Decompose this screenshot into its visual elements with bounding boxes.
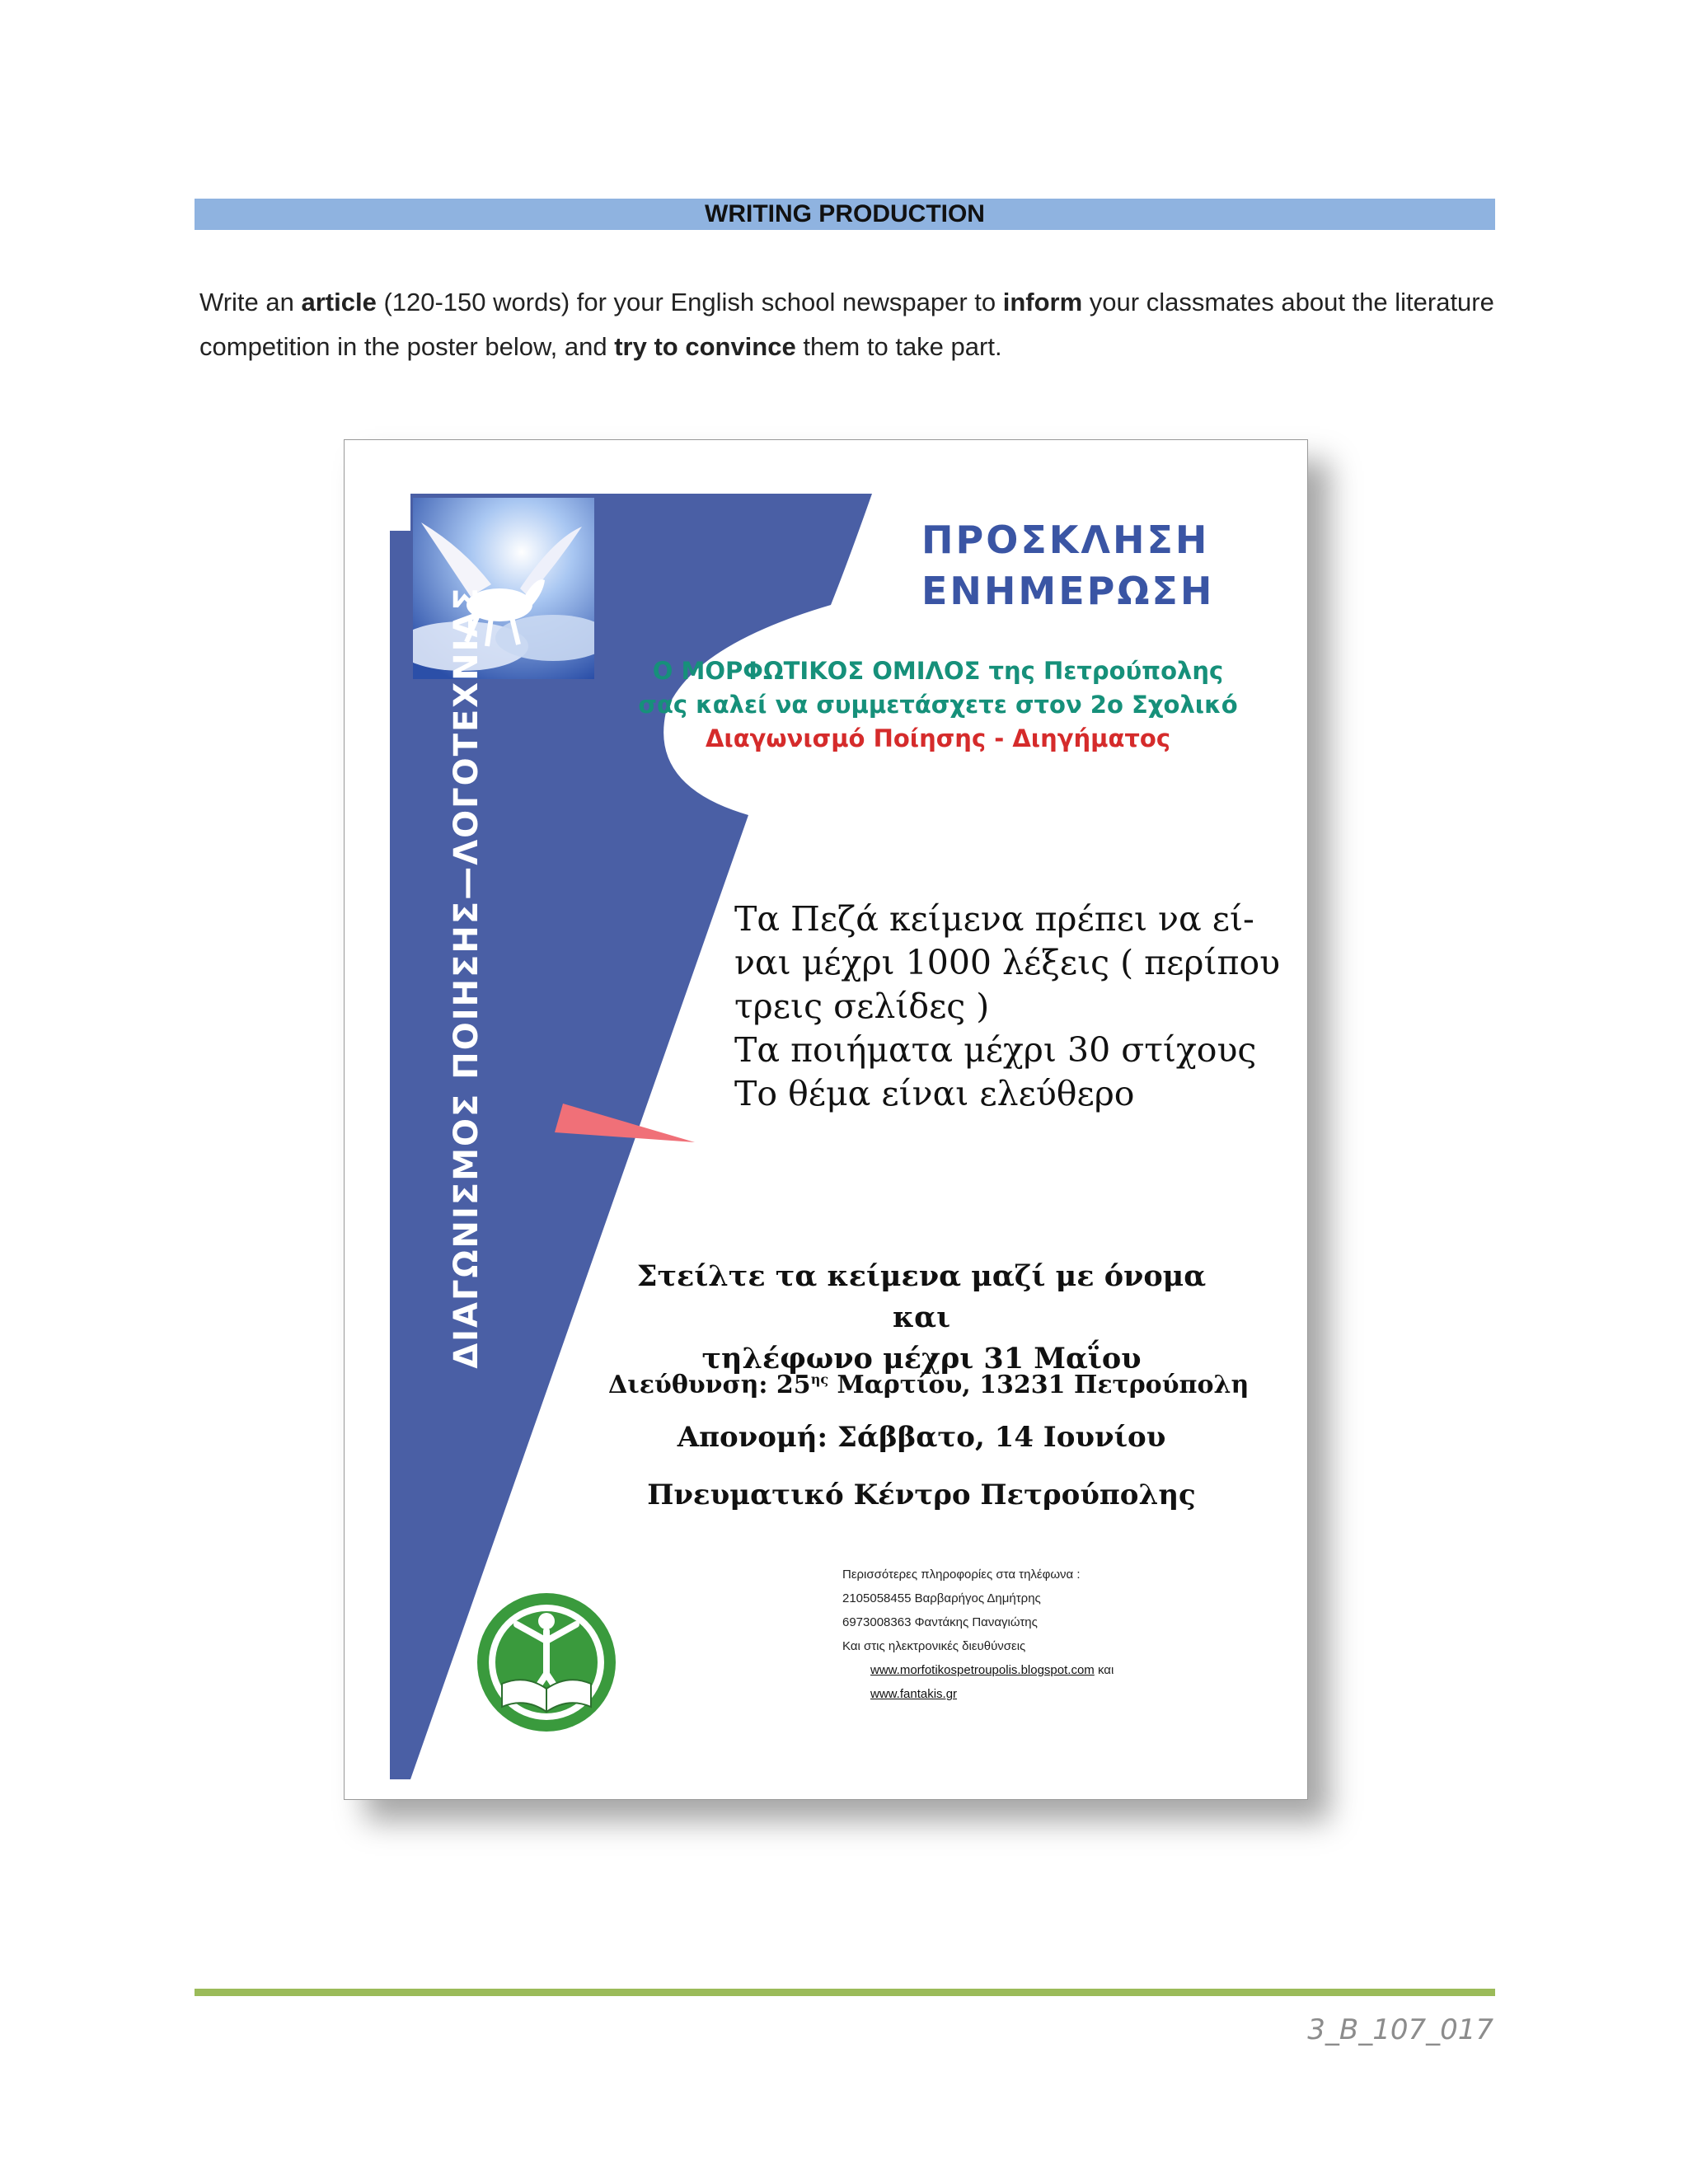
organizer-invitation (625, 654, 1251, 756)
submission-deadline (633, 1256, 1210, 1380)
heading-invitation: ΠΡΟΣΚΛΗΣΗ (921, 518, 1210, 562)
contact-url-row-1 (842, 1658, 1189, 1682)
contact-intro: Περισσότερες πληροφορίες στα τηλέφωνα : (842, 1568, 1081, 1582)
club-logo-icon (476, 1591, 617, 1733)
organizer-line-2: σας καλεί να συμμετάσχετε στον 2ο Σχολικό (638, 691, 1238, 719)
section-title: WRITING PRODUCTION (705, 200, 985, 227)
contact-phone-1: 2105058455 Βαρβαρήγος Δημήτρης (842, 1591, 1041, 1605)
address-rest: Μαρτίου, 13231 Πετρούπολη (828, 1371, 1250, 1399)
award-venue: Πνευματικό Κέντρο Πετρούπολης (647, 1479, 1196, 1511)
poster-vertical-title: ΔΙΑΓΩΝΙΣΜΟΣ ΠΟΙΗΣΗΣ—ΛΟΓΟΤΕΧΝΙΑΣ (448, 586, 485, 1369)
footer-divider (195, 1989, 1495, 1996)
rule-line: Τα ποιήματα μέχρι 30 στίχους (734, 1030, 1257, 1070)
competition-name: Διαγωνισμό Ποίησης - Διηγήματος (705, 724, 1171, 752)
contact-web-intro: Και στις ηλεκτρονικές διευθύνσεις (842, 1639, 1026, 1653)
instruction-bold-convince: try to convince (614, 332, 796, 361)
section-title-bar (195, 199, 1495, 230)
contact-and: και (1097, 1663, 1114, 1677)
contact-info (842, 1563, 1189, 1706)
heading-information: ΕΝΗΜΕΡΩΣΗ (921, 569, 1215, 613)
contact-url-row-2 (842, 1682, 1189, 1706)
rule-line: Το θέμα είναι ελεύθερο (734, 1074, 1135, 1113)
instruction-bold-inform: inform (1002, 288, 1083, 316)
poster-heading (921, 514, 1215, 616)
postal-address (608, 1363, 1250, 1402)
pegasus-image (413, 498, 594, 679)
rule-line: Τα Πεζά κείμενα πρέπει να εί- (734, 899, 1254, 939)
award-date: Απονομή: Σάββατο, 14 Ιουνίου (677, 1421, 1166, 1454)
rule-line: ναι μέχρι 1000 λέξεις ( περίπου (734, 943, 1281, 982)
instruction-text: (120-150 words) for your English school newspaper to (376, 288, 1003, 316)
task-instructions (199, 280, 1502, 369)
instruction-text: them to take part. (795, 332, 1002, 361)
website-link[interactable]: www.fantakis.gr (870, 1687, 958, 1701)
instruction-text: your classmates about the literature competition in the poster below, and (199, 288, 1494, 361)
page-code: 3_B_107_017 (1307, 2013, 1493, 2046)
competition-rules (734, 898, 1281, 1116)
rule-line: τρεις σελίδες ) (734, 987, 990, 1026)
instruction-bold-article: article (301, 288, 377, 316)
contact-phone-2: 6973008363 Φαντάκης Παναγιώτης (842, 1615, 1038, 1629)
blog-link[interactable]: www.morfotikospetroupolis.blogspot.com (870, 1663, 1095, 1677)
address-prefix: Διεύθυνση: 25 (608, 1371, 811, 1399)
deadline-line-1: Στείλτε τα κείμενα μαζί με όνομα και (636, 1259, 1207, 1334)
deadline-line-2: τηλέφωνο μέχρι 31 Μαΐου (701, 1342, 1142, 1376)
competition-poster (344, 439, 1308, 1800)
address-ordinal: ης (810, 1371, 829, 1387)
instruction-text: Write an (199, 288, 302, 316)
organizer-line-1: Ο ΜΟΡΦΩΤΙΚΟΣ ΟΜΙΛΟΣ της Πετρούπολης (652, 657, 1224, 685)
